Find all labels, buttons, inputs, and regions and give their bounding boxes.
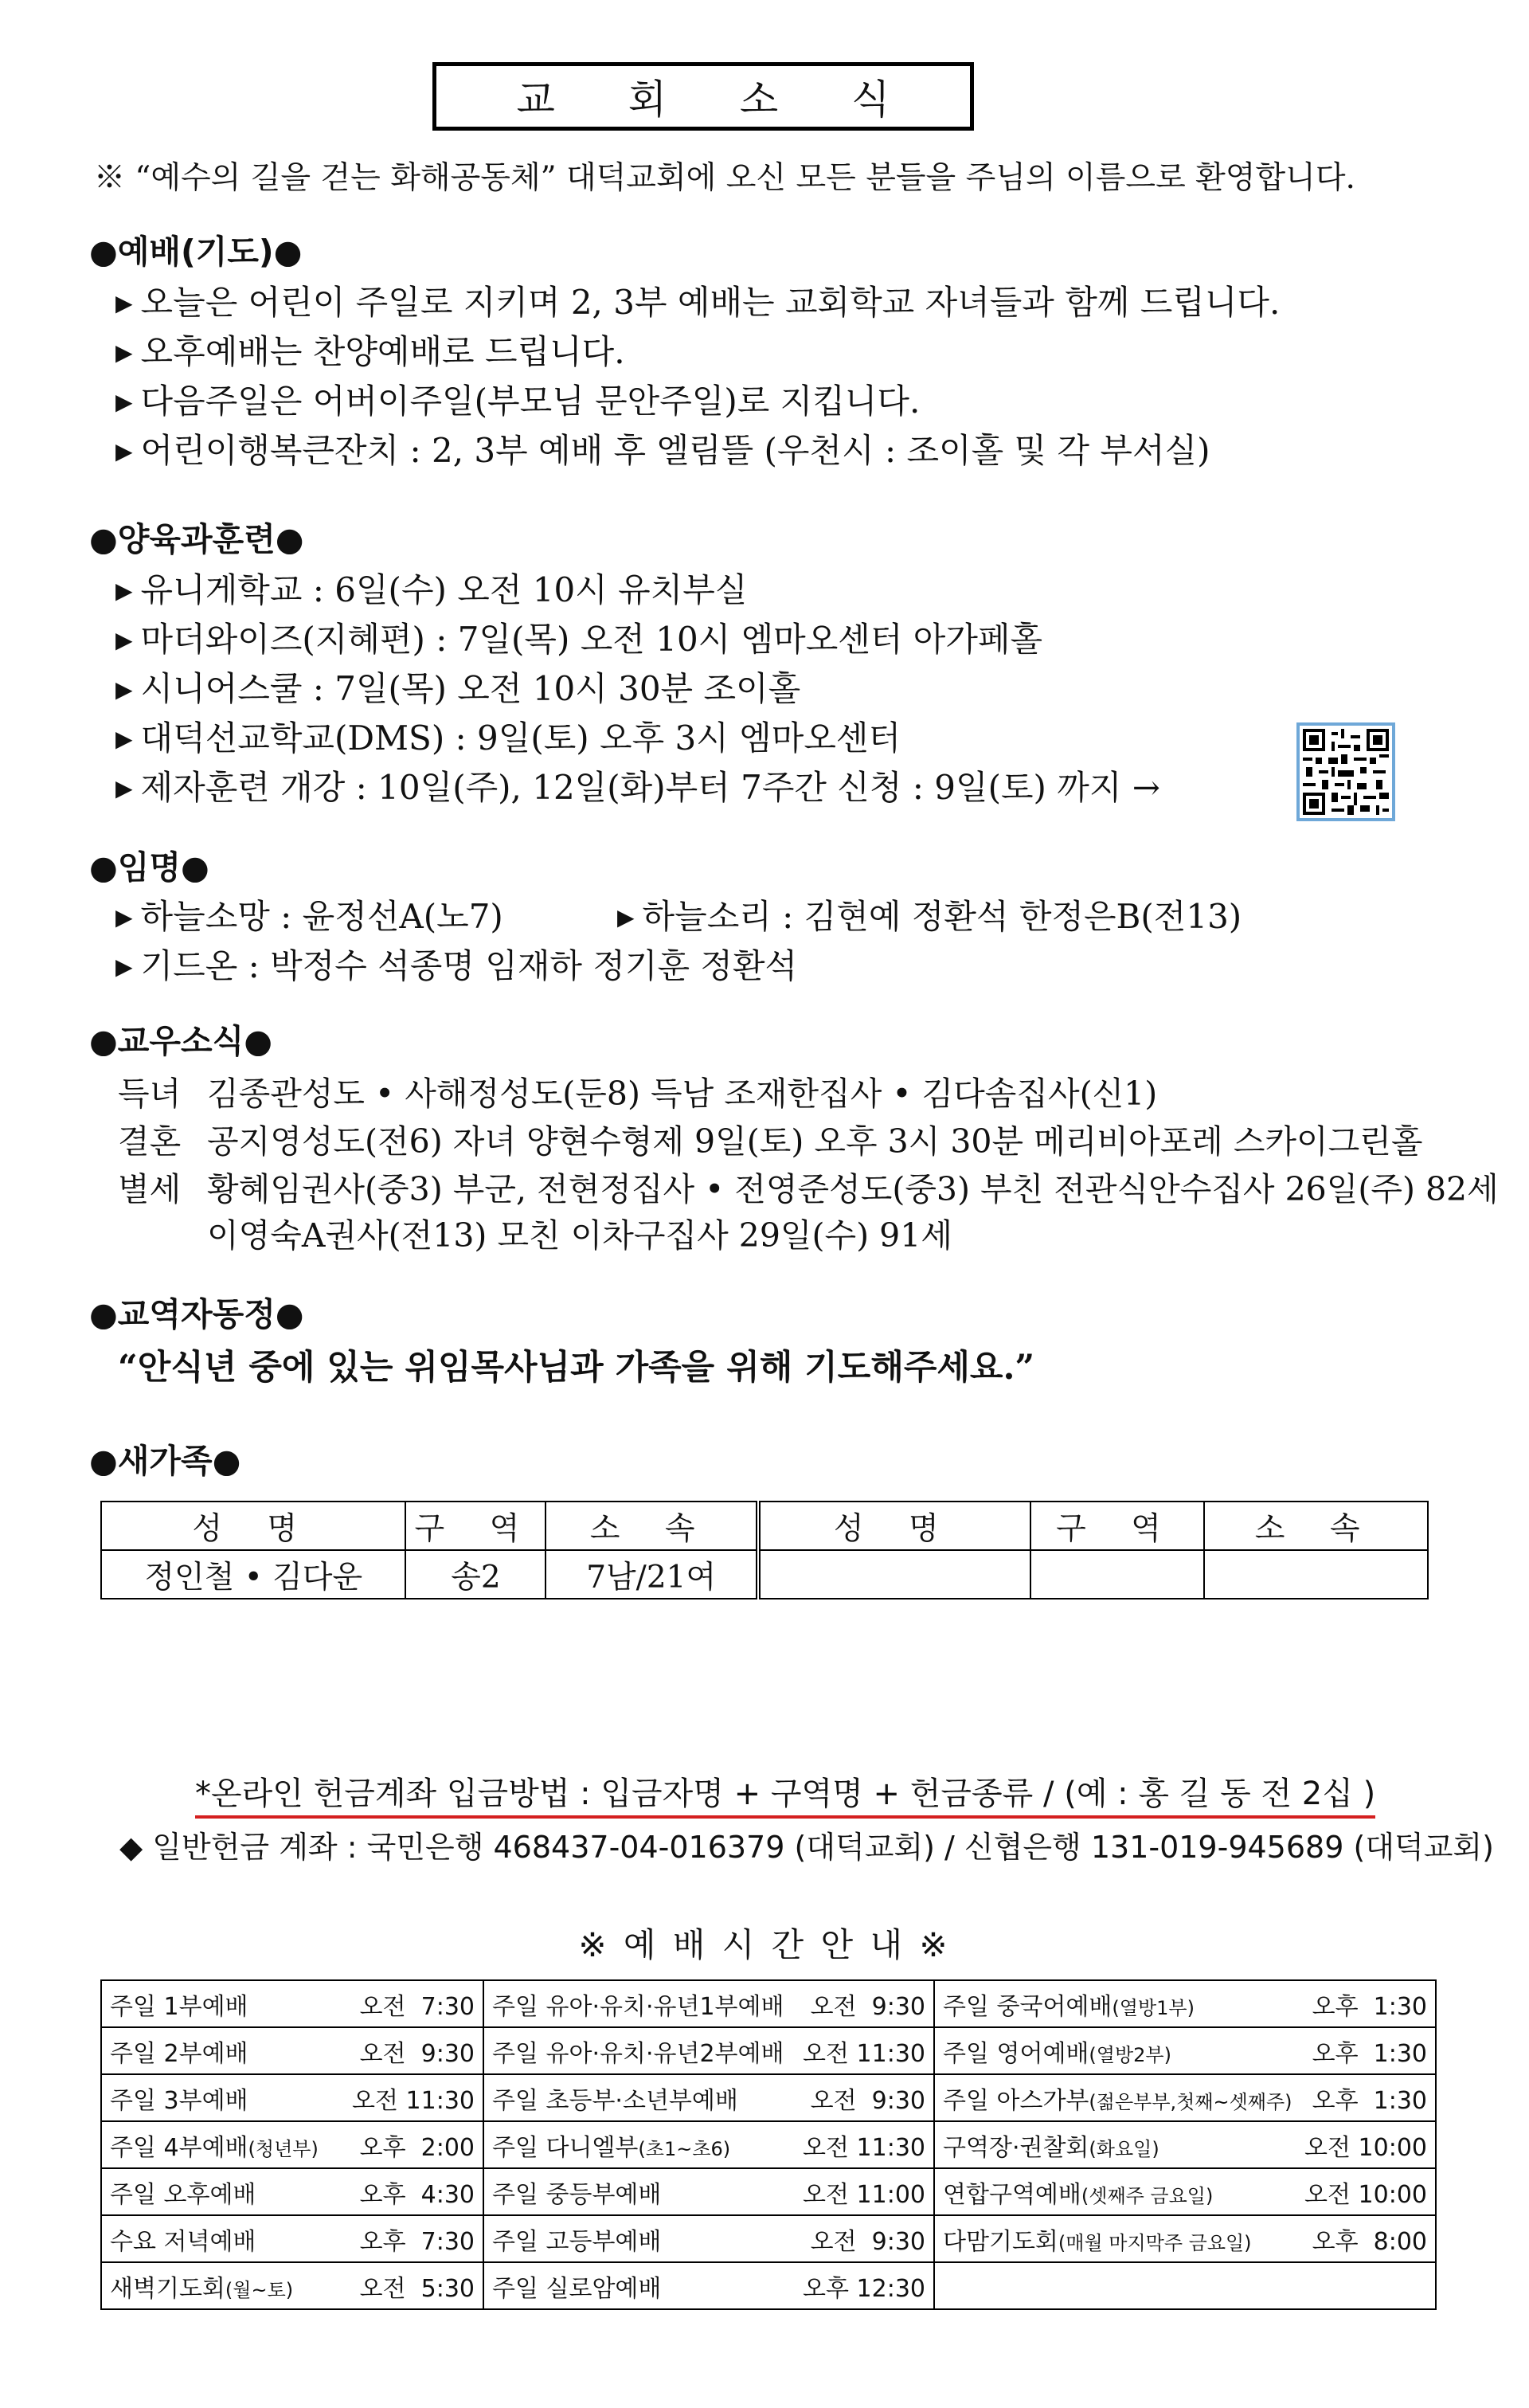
table-cell: 송2	[405, 1550, 546, 1599]
online-offering-instructions: *온라인 헌금계좌 입금방법 : 입금자명 + 구역명 + 헌금종류 / (예 : 홍 길 동 전 2십 )	[195, 1768, 1375, 1814]
bullet-icon: ▶	[115, 904, 133, 930]
service-time: 오전 9:30	[810, 2227, 925, 2256]
bullet-icon: ▶	[115, 775, 133, 801]
service-name: 주일 3부예배	[110, 2086, 248, 2115]
worship-time-cell	[483, 2074, 934, 2121]
column-header: 성 명	[758, 1502, 1030, 1550]
table-row	[101, 2121, 1436, 2168]
table-cell: 정인철 • 김다운	[101, 1550, 405, 1599]
worship-time-cell	[483, 2027, 934, 2074]
service-time: 오전 9:30	[359, 2039, 475, 2068]
service-note: (젊은부부,첫째~셋째주)	[1089, 2090, 1292, 2113]
service-name: 주일 중등부예배	[492, 2180, 662, 2209]
list-item: ▶ 제자훈련 개강 : 10일(주), 12일(화)부터 7주간 신청 : 9일(토) 까지 →	[115, 768, 1160, 807]
news-row-wedding: 결혼 공지영성도(전6) 자녀 양현수형제 9일(토) 오후 3시 30분 메리비아포레 스카이그린홀	[118, 1122, 1423, 1161]
red-underline	[195, 1815, 1375, 1819]
qr-code-icon[interactable]	[1296, 722, 1395, 821]
service-time: 오전 11:00	[803, 2180, 925, 2209]
bullet-icon: ▶	[115, 627, 133, 653]
worship-time-cell	[101, 2262, 483, 2309]
worship-time-cell	[934, 2168, 1436, 2215]
column-header: 구 역	[1030, 1502, 1205, 1550]
list-item: ▶ 오늘은 어린이 주일로 지키며 2, 3부 예배는 교회학교 자녀들과 함께 드립니다.	[115, 283, 1281, 322]
service-time: 오후 8:00	[1312, 2227, 1427, 2256]
service-note: (셋째주 금요일)	[1081, 2184, 1214, 2207]
service-note: (열방1부)	[1112, 1996, 1195, 2019]
section-heading-worship: ●예배(기도)●	[89, 233, 303, 271]
worship-time-cell	[934, 2074, 1436, 2121]
worship-time-cell	[483, 2215, 934, 2262]
worship-time-cell	[101, 2027, 483, 2074]
service-time: 오후 12:30	[803, 2274, 925, 2303]
table-row	[101, 2027, 1436, 2074]
table-row	[101, 2262, 1436, 2309]
list-item: ▶ 시니어스쿨 : 7일(목) 오전 10시 30분 조이홀	[115, 669, 801, 708]
service-time: 오전 9:30	[810, 1992, 925, 2021]
list-item: ▶ 오후예배는 찬양예배로 드립니다.	[115, 332, 625, 371]
service-time: 오전 9:30	[810, 2086, 925, 2115]
service-name: 주일 오후예배	[110, 2180, 256, 2209]
worship-time-cell	[101, 2168, 483, 2215]
new-family-table	[100, 1501, 1429, 1599]
service-time: 오전 10:00	[1304, 2180, 1427, 2209]
service-note: (월~토)	[225, 2278, 294, 2301]
service-name: 주일 1부예배	[110, 1992, 248, 2021]
service-time: 오후 1:30	[1312, 1992, 1427, 2021]
bullet-icon: ▶	[115, 726, 133, 752]
table-row	[101, 2074, 1436, 2121]
bullet-icon: ▶	[115, 676, 133, 703]
table-cell: 7남/21여	[546, 1550, 758, 1599]
service-note: (청년부)	[248, 2137, 319, 2160]
bullet-icon: ▶	[115, 389, 133, 415]
bullet-icon: ▶	[115, 339, 133, 366]
worship-time-cell	[483, 2168, 934, 2215]
list-item: ▶ 어린이행복큰잔치 : 2, 3부 예배 후 엘림뜰 (우천시 : 조이홀 및 각 부서실)	[115, 431, 1210, 470]
table-header-row	[101, 1502, 1428, 1550]
service-time: 오후 1:30	[1312, 2039, 1427, 2068]
service-time: 오전 5:30	[359, 2274, 475, 2303]
worship-times-table	[100, 1979, 1437, 2310]
section-heading-ministers: ●교역자동정●	[89, 1295, 304, 1333]
worship-time-cell	[934, 2121, 1436, 2168]
bullet-icon: ▶	[115, 290, 133, 316]
table-cell	[1030, 1550, 1205, 1599]
service-name: 주일 다니엘부(초1~초6)	[492, 2133, 731, 2162]
service-name: 주일 실로암예배	[492, 2274, 662, 2303]
worship-times-title: ※ 예 배 시 간 안 내 ※	[578, 1925, 951, 1964]
worship-time-cell	[101, 2121, 483, 2168]
service-name: 주일 유아·유치·유년2부예배	[492, 2039, 784, 2068]
service-note: (초1~초6)	[638, 2137, 731, 2160]
column-header: 구 역	[405, 1502, 546, 1550]
table-cell	[1204, 1550, 1428, 1599]
service-name: 주일 초등부·소년부예배	[492, 2086, 738, 2115]
prayer-request: “안식년 중에 있는 위임목사님과 가족을 위해 기도해주세요.”	[118, 1348, 1035, 1388]
worship-time-cell	[101, 2215, 483, 2262]
offering-account-info: ◆ 일반헌금 계좌 : 국민은행 468437-04-016379 (대덕교회) / 신협은행 131-019-945689 (대덕교회)	[119, 1830, 1494, 1865]
service-name: 구역장·권찰회(화요일)	[943, 2133, 1159, 2162]
section-heading-training: ●양육과훈련●	[89, 520, 304, 558]
service-name: 주일 2부예배	[110, 2039, 248, 2068]
list-item: ▶ 기드온 : 박정수 석종명 임재하 정기훈 정환석	[115, 946, 798, 985]
page-title: 교 회 소 식	[432, 62, 974, 131]
table-cell	[758, 1550, 1030, 1599]
news-row-birth: 득녀 김종관성도 • 사해정성도(둔8) 득남 조재한집사 • 김다솜집사(신1)	[118, 1075, 1158, 1113]
column-header: 성 명	[101, 1502, 405, 1550]
service-time: 오전 11:30	[352, 2086, 475, 2115]
table-row	[101, 2215, 1436, 2262]
service-time: 오후 4:30	[359, 2180, 475, 2209]
worship-time-cell	[934, 2262, 1436, 2309]
worship-time-cell	[483, 2121, 934, 2168]
service-time: 오전 7:30	[359, 1992, 475, 2021]
worship-time-cell	[934, 1980, 1436, 2027]
service-name: 수요 저녁예배	[110, 2227, 256, 2256]
bullet-icon: ▶	[617, 904, 635, 930]
service-name: 주일 4부예배(청년부)	[110, 2133, 319, 2162]
service-time: 오전 11:30	[803, 2039, 925, 2068]
service-name: 주일 아스가부(젊은부부,첫째~셋째주)	[943, 2086, 1292, 2115]
table-row	[101, 1980, 1436, 2027]
section-heading-appointment: ●임명●	[89, 848, 209, 887]
service-note: (매월 마지막주 금요일)	[1058, 2231, 1252, 2254]
column-header: 소 속	[1204, 1502, 1428, 1550]
column-header: 소 속	[546, 1502, 758, 1550]
list-item: ▶ 대덕선교학교(DMS) : 9일(토) 오후 3시 엠마오센터	[115, 718, 901, 758]
table-row	[101, 1550, 1428, 1599]
service-name: 연합구역예배(셋째주 금요일)	[943, 2180, 1214, 2209]
worship-time-cell	[483, 2262, 934, 2309]
service-time: 오후 7:30	[359, 2227, 475, 2256]
service-name: 주일 영어예배(열방2부)	[943, 2039, 1171, 2068]
service-name: 새벽기도회(월~토)	[110, 2274, 294, 2303]
news-row-funeral: 별세 황혜임권사(중3) 부군, 전현정집사 • 전영준성도(중3) 부친 전관식안수집사 26일(주) 82세	[118, 1170, 1499, 1208]
service-name: 주일 중국어예배(열방1부)	[943, 1992, 1195, 2021]
service-name: 다맘기도회(매월 마지막주 금요일)	[943, 2227, 1252, 2256]
welcome-message: ※ “예수의 길을 걷는 화해공동체” 대덕교회에 오신 모든 분들을 주님의 이름으로 환영합니다.	[94, 160, 1355, 196]
worship-time-cell	[483, 1980, 934, 2027]
service-time: 오전 11:30	[803, 2133, 925, 2162]
table-row	[101, 2168, 1436, 2215]
service-note: (열방2부)	[1089, 2043, 1171, 2066]
service-note: (화요일)	[1089, 2137, 1159, 2160]
news-row-funeral-cont: 이영숙A권사(전13) 모친 이차구집사 29일(수) 91세	[207, 1216, 952, 1255]
service-time: 오후 2:00	[359, 2133, 475, 2162]
service-time: 오후 1:30	[1312, 2086, 1427, 2115]
list-item: ▶ 유니게학교 : 6일(수) 오전 10시 유치부실	[115, 570, 748, 609]
worship-time-cell	[934, 2027, 1436, 2074]
list-item: ▶ 하늘소망 : 윤정선A(노7)	[115, 897, 503, 936]
service-name: 주일 고등부예배	[492, 2227, 662, 2256]
list-item: ▶ 하늘소리 : 김현예 정환석 한정은B(전13)	[617, 897, 1242, 936]
worship-time-cell	[101, 1980, 483, 2027]
list-item: ▶ 다음주일은 어버이주일(부모님 문안주일)로 지킵니다.	[115, 382, 921, 421]
section-heading-newfamily: ●새가족●	[89, 1442, 241, 1480]
bullet-icon: ▶	[115, 438, 133, 464]
service-name: 주일 유아·유치·유년1부예배	[492, 1992, 784, 2021]
list-item: ▶ 마더와이즈(지혜편) : 7일(목) 오전 10시 엠마오센터 아가페홀	[115, 620, 1043, 659]
service-time: 오전 10:00	[1304, 2133, 1427, 2162]
worship-time-cell	[934, 2215, 1436, 2262]
bullet-icon: ▶	[115, 953, 133, 980]
bullet-icon: ▶	[115, 578, 133, 604]
worship-time-cell	[101, 2074, 483, 2121]
section-heading-members: ●교우소식●	[89, 1022, 272, 1060]
